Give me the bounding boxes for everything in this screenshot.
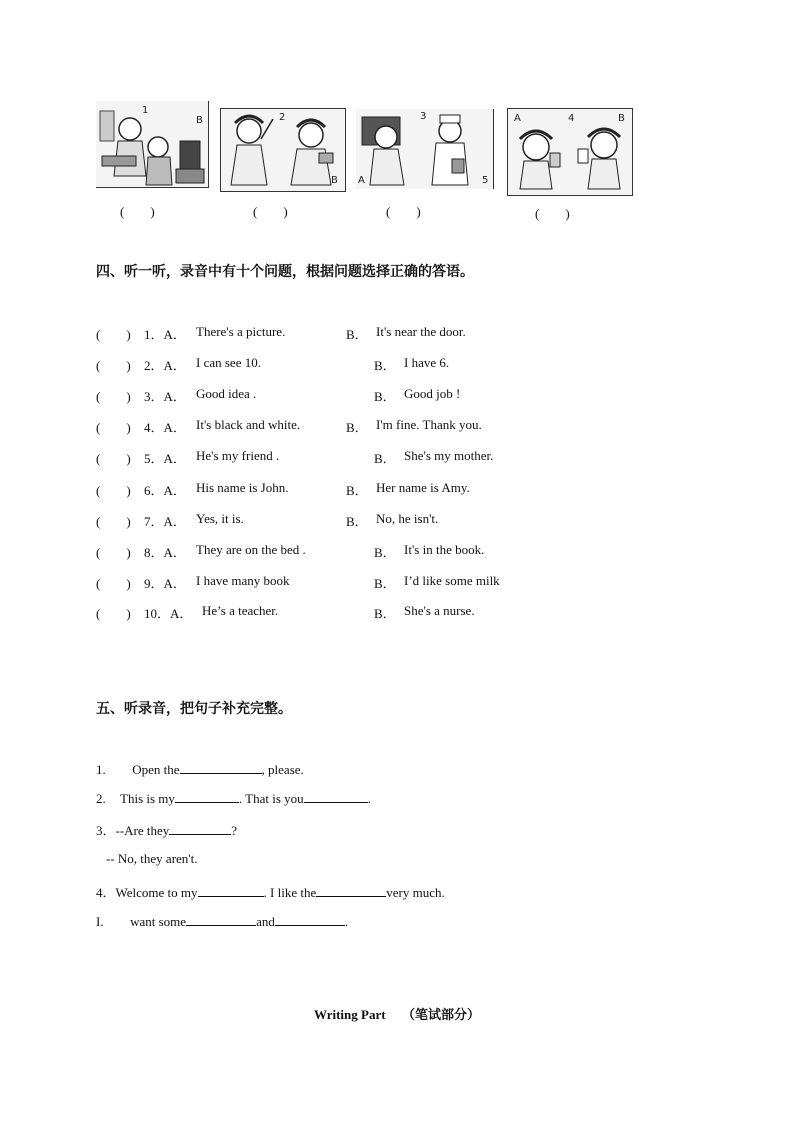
picture-4 — [507, 108, 633, 196]
option-b-text: I'm fine. Thank you. — [376, 417, 482, 432]
option-a-text: His name is John. — [196, 480, 289, 495]
fill-sentence-4 — [96, 882, 445, 901]
picture-2-answer: ( ) — [253, 204, 288, 219]
picture-2-letter-b: B — [331, 175, 338, 186]
option-b-label: B． — [374, 358, 396, 373]
question-number: 10．A． — [144, 606, 193, 621]
option-b-label: B． — [374, 576, 396, 591]
fill-4-suffix: very much. — [386, 885, 445, 900]
fill-sentence-3-reply: -- No, they aren't. — [106, 851, 198, 866]
answer-paren[interactable]: ( ) — [96, 606, 131, 621]
fill-sentence-5 — [96, 913, 348, 930]
fill-1-number: 1. — [96, 762, 106, 777]
fill-1-suffix: , please. — [261, 762, 304, 777]
picture-1 — [96, 101, 209, 188]
fill-5-prefix: want some — [130, 914, 187, 929]
fill-4-blank-1[interactable] — [198, 884, 264, 897]
option-a-text: I have many book — [196, 573, 290, 588]
fill-4-blank-2[interactable] — [316, 884, 386, 897]
fill-5-suffix: . — [344, 914, 349, 929]
picture-4-number: 4 — [568, 113, 575, 124]
option-b-label: B． — [346, 514, 368, 529]
fill-4-prefix: Welcome to my — [115, 885, 198, 900]
option-b-label: B． — [346, 327, 368, 342]
option-b-text: Her name is Amy. — [376, 480, 470, 495]
option-a-text: They are on the bed . — [196, 542, 306, 557]
fill-sentence-3 — [96, 820, 237, 839]
option-b-text: She's my mother. — [404, 448, 494, 463]
picture-3-letter-a: A — [358, 175, 365, 186]
fill-1-blank[interactable] — [180, 761, 262, 774]
question-number: 2．A． — [144, 358, 186, 373]
answer-paren[interactable]: ( ) — [96, 327, 131, 342]
writing-part-title — [0, 1004, 794, 1023]
fill-5-number: I. — [96, 914, 104, 929]
question-number: 7．A． — [144, 514, 186, 529]
question-number: 1．A． — [144, 327, 186, 342]
picture-3-number: 3 — [420, 111, 427, 122]
picture-1-number: 1 — [142, 105, 149, 116]
picture-3-letter-b: 5 — [482, 175, 489, 186]
answer-paren[interactable]: ( ) — [96, 420, 131, 435]
option-b-label: B． — [374, 451, 396, 466]
answer-paren[interactable]: ( ) — [96, 483, 131, 498]
fill-4-middle: . I like the — [263, 885, 317, 900]
fill-sentence-1 — [96, 761, 304, 778]
picture-3-answer: ( ) — [386, 204, 421, 219]
fill-1-prefix: Open the — [132, 762, 180, 777]
fill-2-suffix: . — [367, 791, 371, 806]
option-b-text: Good job ! — [404, 386, 461, 401]
question-number: 4．A． — [144, 420, 186, 435]
picture-1-letter-b: B — [196, 115, 203, 126]
fill-2-blank-1[interactable] — [175, 790, 239, 803]
picture-2-number: 2 — [279, 112, 286, 123]
picture-1-drawing — [96, 101, 208, 187]
option-b-label: B． — [346, 483, 368, 498]
section5-heading: 五、听录音，把句子补充完整。 — [96, 701, 292, 717]
fill-5-middle: and — [256, 914, 275, 929]
option-a-text: Yes, it is. — [196, 511, 244, 526]
picture-4-letter-a: A — [514, 113, 521, 124]
writing-part-subtitle: （笔试部分） — [402, 1007, 481, 1022]
option-b-label: B． — [374, 389, 396, 404]
fill-5-blank-1[interactable] — [186, 913, 256, 926]
question-number: 3．A． — [144, 389, 186, 404]
answer-paren[interactable]: ( ) — [96, 576, 131, 591]
option-b-label: B． — [374, 545, 396, 560]
fill-2-blank-2[interactable] — [304, 790, 368, 803]
option-b-text: I have 6. — [404, 355, 450, 370]
answer-paren[interactable]: ( ) — [96, 451, 131, 466]
option-a-text: Good idea . — [196, 386, 257, 401]
fill-5-blank-2[interactable] — [275, 913, 345, 926]
section4-heading: 四、听一听，录音中有十个问题，根据问题选择正确的答语。 — [96, 264, 474, 280]
fill-3-prefix: --Are they — [115, 823, 170, 838]
picture-3 — [356, 109, 494, 189]
option-a-text: He’s a teacher. — [202, 603, 279, 618]
option-b-text: She's a nurse. — [404, 603, 475, 618]
answer-paren[interactable]: ( ) — [96, 389, 131, 404]
fill-3-suffix: ? — [231, 823, 238, 838]
fill-sentence-2 — [96, 790, 371, 807]
question-number: 9．A． — [144, 576, 186, 591]
option-b-text: I’d like some milk — [404, 573, 500, 588]
writing-part-label: Writing Part — [313, 1007, 386, 1022]
option-a-text: I can see 10. — [196, 355, 261, 370]
fill-4-number: 4． — [96, 885, 116, 900]
fill-2-prefix: This is my — [120, 791, 175, 806]
option-a-text: There's a picture. — [196, 324, 286, 339]
fill-2-number: 2. — [96, 791, 106, 806]
question-number: 5．A． — [144, 451, 186, 466]
picture-4-letter-b: B — [618, 113, 625, 124]
picture-1-answer: ( ) — [120, 204, 155, 219]
fill-3-number: 3． — [96, 823, 116, 838]
option-a-text: He's my friend . — [196, 448, 280, 463]
question-number: 6．A． — [144, 483, 186, 498]
option-a-text: It's black and white. — [196, 417, 301, 432]
answer-paren[interactable]: ( ) — [96, 514, 131, 529]
answer-paren[interactable]: ( ) — [96, 358, 131, 373]
option-b-label: B． — [346, 420, 368, 435]
picture-2 — [220, 108, 346, 192]
fill-3-blank[interactable] — [169, 822, 231, 835]
option-b-text: It's in the book. — [404, 542, 485, 557]
option-b-text: No, he isn't. — [376, 511, 439, 526]
option-b-text: It's near the door. — [376, 324, 466, 339]
fill-2-middle: . That is you — [238, 791, 304, 806]
option-b-label: B． — [374, 606, 396, 621]
question-number: 8．A． — [144, 545, 186, 560]
picture-4-answer: ( ) — [535, 206, 570, 221]
answer-paren[interactable]: ( ) — [96, 545, 131, 560]
